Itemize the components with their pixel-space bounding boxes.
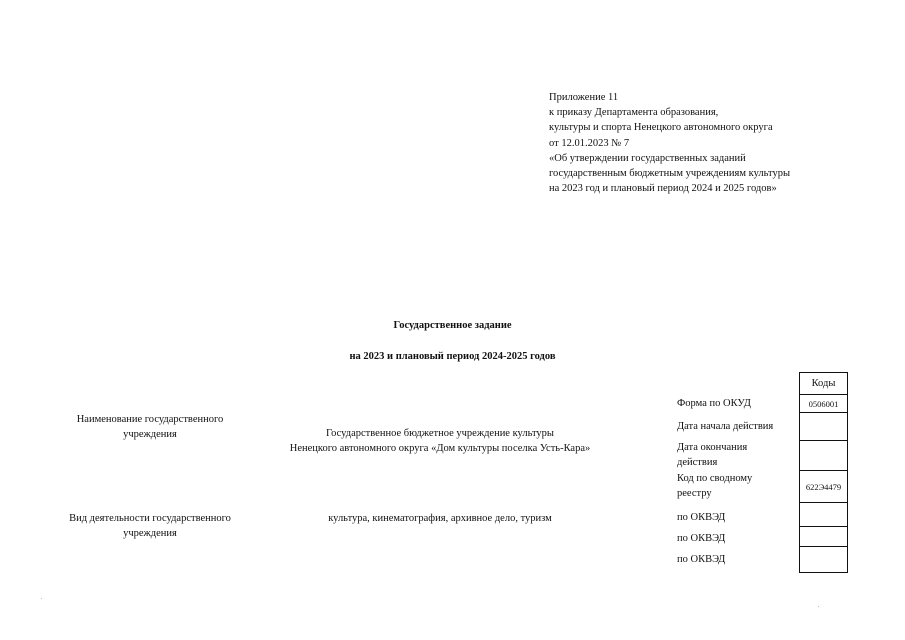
code-cell-okved — [800, 503, 848, 527]
institution-label-line: Наименование государственного — [76, 414, 224, 425]
institution-label-line: учреждения — [123, 429, 177, 440]
code-label-okud: Форма по ОКУД — [677, 398, 751, 409]
appendix-line: государственным бюджетным учреждениям культуры — [549, 168, 791, 180]
code-label-okved: по ОКВЭД — [677, 554, 726, 565]
institution-value — [250, 426, 630, 456]
scan-speck — [818, 606, 819, 607]
code-cell-registry: 622Э4479 — [800, 471, 848, 503]
code-cell-okved — [800, 547, 848, 573]
code-label-line: Код по сводному — [677, 473, 753, 484]
code-cell-okved — [800, 527, 848, 547]
activity-label-line: учреждения — [123, 528, 177, 539]
code-label-okved: по ОКВЭД — [677, 533, 726, 544]
appendix-line: к приказу Департамента образования, — [549, 107, 719, 119]
appendix-line: «Об утверждении государственных заданий — [549, 152, 746, 164]
document-title: Государственное задание — [393, 320, 512, 331]
activity-label-line: Вид деятельности государственного — [69, 513, 231, 524]
code-label-start-date: Дата начала действия — [677, 421, 774, 432]
code-label-line: действия — [677, 457, 718, 468]
code-label-line: реестру — [677, 488, 712, 499]
code-label-line: Дата окончания — [677, 442, 748, 453]
appendix-line: от 12.01.2023 № 7 — [549, 137, 630, 149]
appendix-header — [549, 90, 869, 196]
activity-label — [55, 511, 245, 541]
document-subtitle: на 2023 и плановый период 2024-2025 годов — [349, 351, 556, 362]
appendix-line: Приложение 11 — [549, 92, 619, 103]
codes-table — [799, 372, 848, 573]
appendix-line: на 2023 год и плановый период 2024 и 2025 годов» — [549, 183, 777, 195]
code-label-okved: по ОКВЭД — [677, 512, 726, 523]
code-label-registry — [677, 471, 797, 501]
institution-label — [55, 412, 245, 442]
code-cell-end-date — [800, 441, 848, 471]
code-cell-okud: 0506001 — [800, 395, 848, 413]
activity-value: культура, кинематография, архивное дело, туризм — [328, 513, 552, 524]
institution-value-line: Ненецкого автономного округа «Дом культуры поселка Усть-Кара» — [289, 443, 591, 454]
institution-value-line: Государственное бюджетное учреждение культуры — [326, 428, 554, 439]
scan-speck — [41, 598, 42, 599]
appendix-line: культуры и спорта Ненецкого автономного округа — [549, 122, 773, 134]
code-cell-start-date — [800, 413, 848, 441]
codes-header: Коды — [800, 373, 848, 395]
code-label-end-date — [677, 440, 797, 470]
